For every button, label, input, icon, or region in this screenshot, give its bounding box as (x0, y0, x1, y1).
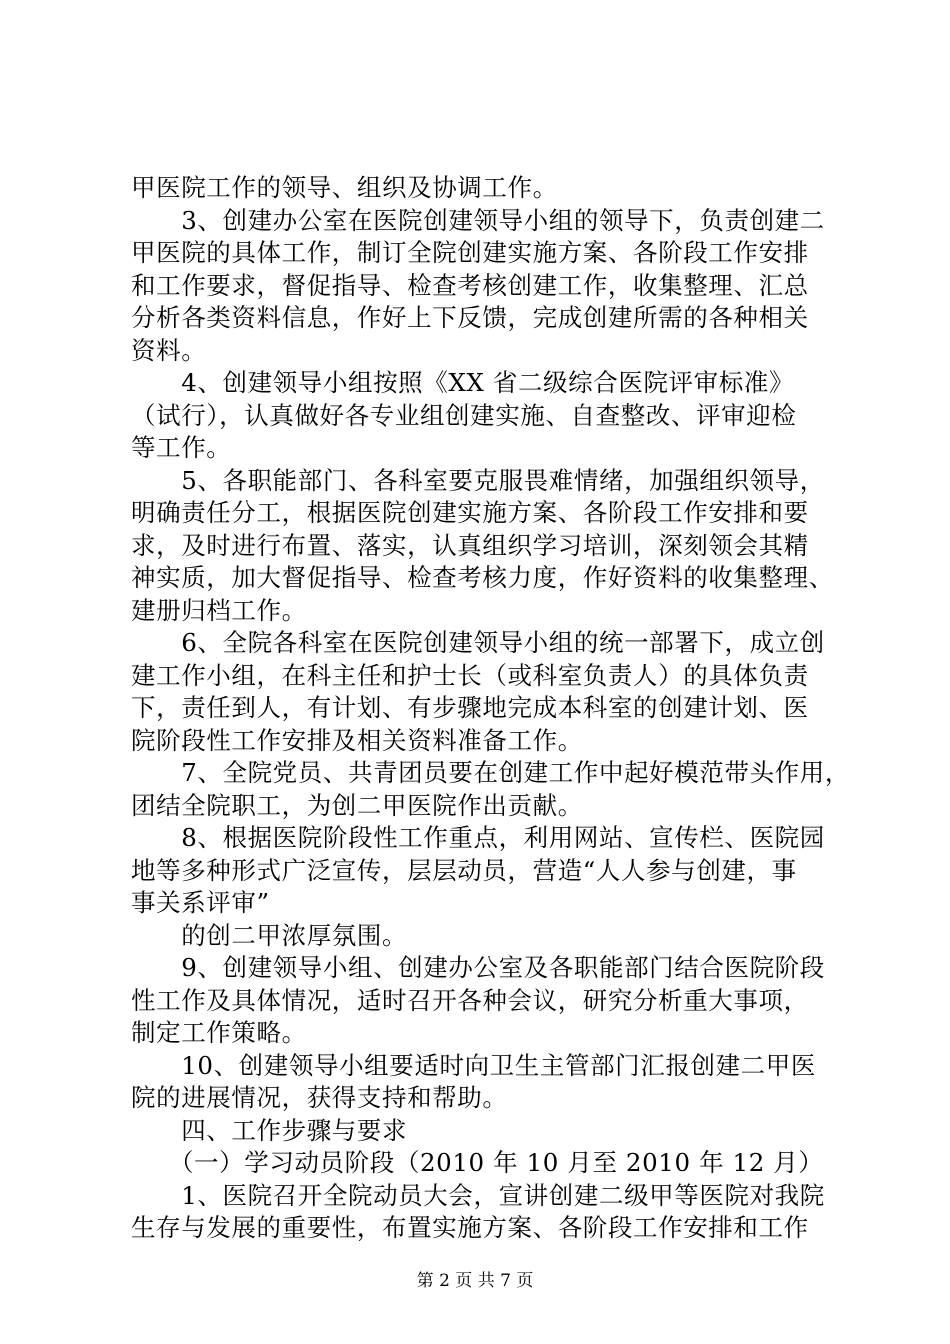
text-line: （一）学习动员阶段（2010 年 10 月至 2010 年 12 月） (131, 1148, 824, 1177)
text-line: 和工作要求，督促指导、检查考核创建工作，收集整理、汇总 (131, 271, 809, 300)
text-line: 下，责任到人，有计划、有步骤地完成本科室的创建计划、医 (131, 693, 809, 722)
text-line: 1、医院召开全院动员大会，宣讲创建二级甲等医院对我院 (131, 1181, 825, 1210)
text-line: 10、创建领导小组要适时向卫生主管部门汇报创建二甲医 (131, 1051, 816, 1080)
text-line: 性工作及具体情况，适时召开各种会议，研究分析重大事项， (131, 986, 809, 1015)
text-line: 甲医院的具体工作，制订全院创建实施方案、各阶段工作安排 (131, 238, 809, 267)
text-line: 院的进展情况，获得支持和帮助。 (131, 1083, 508, 1112)
text-line: 院阶段性工作安排及相关资料准备工作。 (131, 726, 583, 755)
text-line: 生存与发展的重要性，布置实施方案、各阶段工作安排和工作 (131, 1213, 809, 1242)
text-line: 神实质，加大督促指导、检查考核力度，作好资料的收集整理、 (131, 563, 834, 592)
text-line: 建册归档工作。 (131, 596, 307, 625)
text-line: 地等多种形式广泛宣传，层层动员，营造“人人参与创建，事 (131, 856, 797, 885)
text-line: 甲医院工作的领导、组织及协调工作。 (131, 173, 558, 202)
text-line: 建工作小组，在科主任和护士长（或科室负责人）的具体负责 (131, 661, 809, 690)
text-line: 明确责任分工，根据医院创建实施方案、各阶段工作安排和要 (131, 498, 809, 527)
text-line: 制定工作策略。 (131, 1018, 307, 1047)
page-footer: 第 2 页 共 7 页 (416, 1271, 534, 1291)
text-line: 8、根据医院阶段性工作重点，利用网站、宣传栏、医院园 (131, 823, 825, 852)
text-line: 资料。 (131, 336, 207, 365)
text-line: 分析各类资料信息，作好上下反馈，完成创建所需的各种相关 (131, 303, 809, 332)
text-line: 求，及时进行布置、落实，认真组织学习培训，深刻领会其精 (131, 531, 809, 560)
text-line: 4、创建领导小组按照《XX 省二级综合医院评审标准》 (131, 368, 795, 397)
text-line: （试行），认真做好各专业组创建实施、自查整改、评审迎检 (131, 401, 797, 430)
text-line: 的创二甲浓厚氛围。 (131, 921, 408, 950)
text-line: 事关系评审” (131, 888, 270, 917)
text-line: 6、全院各科室在医院创建领导小组的统一部署下，成立创 (131, 628, 825, 657)
text-line: 5、各职能部门、各科室要克服畏难情绪，加强组织领导， (131, 466, 825, 495)
text-line: 7、全院党员、共青团员要在创建工作中起好模范带头作用， (131, 758, 850, 787)
text-line: 9、创建领导小组、创建办公室及各职能部门结合医院阶段 (131, 953, 825, 982)
text-line: 等工作。 (131, 433, 232, 462)
text-line: 3、创建办公室在医院创建领导小组的领导下，负责创建二 (131, 206, 825, 235)
text-line: 团结全院职工，为创二甲医院作出贡献。 (131, 791, 583, 820)
text-line: 四、工作步骤与要求 (131, 1116, 408, 1145)
